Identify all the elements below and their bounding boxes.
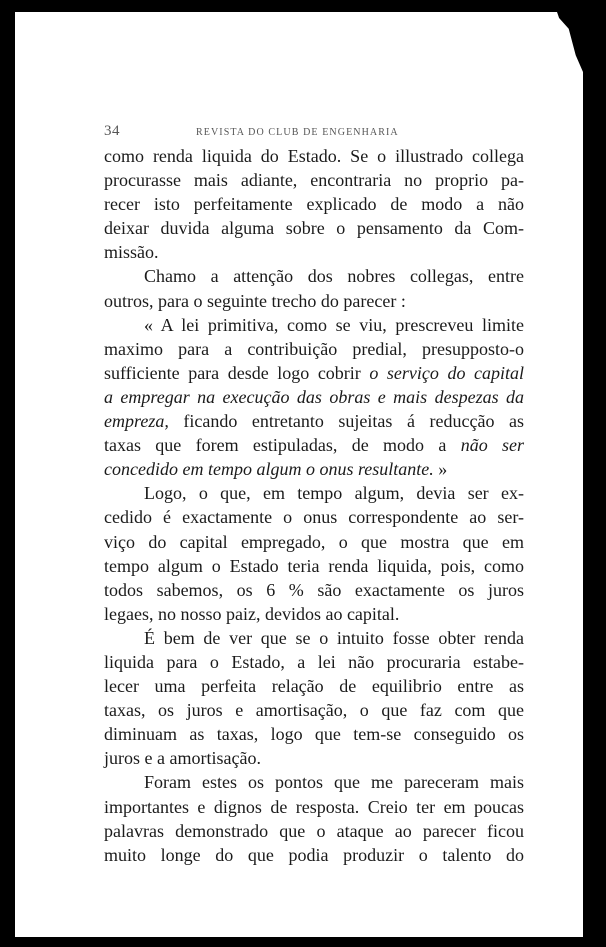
paragraph-3-quotation — [104, 313, 524, 482]
italic-line: a empregar na execução das obras e mais despezas da — [104, 386, 524, 407]
italic-run: o serviço do capital — [369, 362, 524, 383]
text-line: tempo algum o Estado teria renda liquida, pois, como — [104, 555, 524, 576]
text-line: legaes, no nosso paiz, devidos ao capital. — [104, 603, 400, 624]
text-line: liquida para o Estado, a lei não procuraria estabe- — [104, 651, 524, 672]
italic-run: não ser — [460, 435, 525, 456]
text-line: viço do capital empregado, o que mostra que em — [104, 531, 524, 552]
text-line — [104, 433, 524, 457]
text-line: muito longe do que podia produzir o talento do — [104, 844, 524, 865]
text-run: taxas que forem estipuladas, de modo a — [104, 435, 447, 456]
text-line — [104, 409, 524, 433]
text-run: sufficiente para desde logo cobrir — [104, 362, 361, 383]
text-line: missão. — [104, 242, 159, 263]
italic-run: concedido em tempo algum o onus resultante. — [104, 459, 434, 480]
text-line: recer isto perfeitamente explicado de modo a não — [104, 194, 524, 215]
text-line: palavras demonstrado que o ataque ao parecer ficou — [104, 820, 524, 841]
paragraph-4 — [104, 481, 524, 626]
body-text — [104, 144, 524, 867]
text-line: diminuam as taxas, logo que tem-se conseguido os — [104, 724, 524, 745]
paragraph-6 — [104, 770, 524, 866]
text-line: todos sabemos, os 6 % são exactamente os juros — [104, 579, 524, 600]
text-line: lecer uma perfeita relação de equilibrio entre as — [104, 676, 524, 697]
text-line: « A lei primitiva, como se viu, prescreveu limite — [144, 314, 524, 335]
text-line: maximo para a contribuição predial, presupposto-o — [104, 338, 524, 359]
text-line: juros e a amortisação. — [104, 748, 261, 769]
text-line: Foram estes os pontos que me pareceram mais — [144, 772, 524, 793]
text-line: deixar duvida alguma sobre o pensamento da Com- — [104, 218, 524, 239]
text-line — [104, 361, 524, 385]
text-line: Logo, o que, em tempo algum, devia ser ex- — [144, 483, 524, 504]
paragraph-5 — [104, 626, 524, 771]
text-line: como renda liquida do Estado. Se o illustrado collega — [104, 146, 524, 166]
italic-run: empreza, — [104, 411, 169, 432]
running-head — [104, 123, 524, 145]
text-line: procurasse mais adiante, encontraria no proprio pa- — [104, 170, 524, 191]
paragraph-2 — [104, 264, 524, 312]
text-line: É bem de ver que se o intuito fosse obter renda — [144, 627, 524, 648]
paragraph-1 — [104, 144, 524, 264]
scan-corner-shadow — [557, 12, 583, 72]
text-line: taxas, os juros e amortisação, o que faz com que — [104, 700, 524, 721]
document-page — [15, 12, 583, 937]
text-run: ficando entretanto sujeitas á reducção as — [183, 411, 525, 432]
page-number: 34 — [104, 123, 120, 139]
text-line: Chamo a attenção dos nobres collegas, entre — [144, 266, 524, 287]
text-line: outros, para o seguinte trecho do parecer : — [104, 290, 406, 311]
text-run: » — [438, 459, 448, 480]
text-line: cedido é exactamente o onus correspondente ao ser- — [104, 507, 524, 528]
text-line — [104, 457, 524, 481]
text-line: importantes e dignos de resposta. Creio ter em poucas — [104, 796, 524, 817]
running-title: REVISTA DO CLUB DE ENGENHARIA — [196, 127, 399, 138]
